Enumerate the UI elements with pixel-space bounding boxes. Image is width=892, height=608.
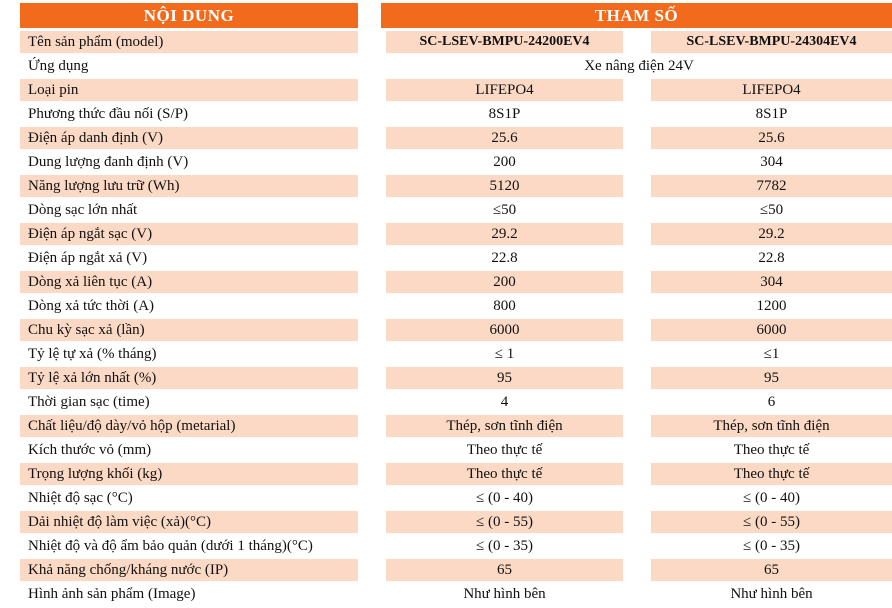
row-value-model-1: 200 (386, 271, 623, 293)
row-label: Trọng lượng khối (kg) (20, 463, 358, 485)
table-row (0, 54, 892, 78)
spec-table (0, 30, 892, 606)
table-row (0, 582, 892, 606)
table-row (0, 318, 892, 342)
row-label: Điện áp ngắt xả (V) (28, 249, 148, 266)
row-value-model-2: Theo thực tế (651, 463, 892, 485)
table-row (0, 102, 892, 126)
row-value-model-2: Như hình bên (730, 585, 813, 602)
row-label: Nhiệt độ sạc (°C) (28, 489, 133, 506)
row-value-model-2: 304 (651, 271, 892, 293)
table-row (0, 558, 892, 582)
table-row (0, 510, 892, 534)
row-value-model-2: 29.2 (651, 223, 892, 245)
row-label: Thời gian sạc (time) (28, 393, 150, 410)
header-content: NỘI DUNG (20, 3, 358, 28)
row-value-model-1: ≤ (0 - 40) (476, 489, 533, 506)
row-label: Dòng xả liên tục (A) (20, 271, 358, 293)
header-parameters: THAM SỐ (381, 3, 892, 28)
row-label: Nhiệt độ và độ ẩm bảo quản (dưới 1 tháng)(°C) (28, 537, 313, 554)
row-value-model-2: LIFEPO4 (651, 79, 892, 101)
row-value-model-2: 65 (651, 559, 892, 581)
row-value-model-2: SC-LSEV-BMPU-24304EV4 (651, 31, 892, 53)
table-row (0, 366, 892, 390)
row-value-model-2: ≤ (0 - 35) (743, 537, 800, 554)
table-row (0, 126, 892, 150)
row-label: Dải nhiệt độ làm việc (xả)(°C) (20, 511, 358, 533)
row-value-model-1: 22.8 (491, 249, 518, 266)
row-value-model-1: ≤ (0 - 55) (386, 511, 623, 533)
table-row (0, 78, 892, 102)
row-value-model-1: ≤50 (492, 201, 517, 218)
row-label: Khả năng chống/kháng nước (IP) (20, 559, 358, 581)
row-label: Điện áp danh định (V) (20, 127, 358, 149)
row-label: Chu kỳ sạc xả (lần) (20, 319, 358, 341)
row-label: Dòng sạc lớn nhất (28, 201, 138, 218)
row-value-model-1: 5120 (386, 175, 623, 197)
row-value-model-1: 8S1P (488, 105, 521, 122)
table-row (0, 414, 892, 438)
row-value-model-1: Như hình bên (463, 585, 546, 602)
row-label: Ứng dụng (28, 57, 89, 74)
table-row (0, 462, 892, 486)
row-label: Phương thức đầu nối (S/P) (28, 105, 189, 122)
row-label: Loại pin (20, 79, 358, 101)
row-label: Dòng xả tức thời (A) (28, 297, 155, 314)
table-row (0, 222, 892, 246)
row-value-model-1: Theo thực tế (386, 463, 623, 485)
table-row (0, 534, 892, 558)
row-value-model-1: ≤ 1 (494, 345, 515, 362)
table-row (0, 150, 892, 174)
table-row (0, 174, 892, 198)
row-value-model-1: 4 (500, 393, 509, 410)
table-row (0, 342, 892, 366)
row-value-model-2: ≤ (0 - 40) (743, 489, 800, 506)
row-label: Hình ảnh sản phẩm (Image) (28, 585, 196, 602)
row-value-model-2: 6 (767, 393, 776, 410)
row-value-model-1: 800 (493, 297, 516, 314)
table-row (0, 294, 892, 318)
row-value-model-2: Theo thực tế (733, 441, 810, 458)
row-value-model-2: ≤1 (763, 345, 780, 362)
row-label: Tỷ lệ xả lớn nhất (%) (20, 367, 358, 389)
row-value-model-2: ≤ (0 - 55) (651, 511, 892, 533)
row-value-model-2: 22.8 (758, 249, 785, 266)
row-value-model-2: 7782 (651, 175, 892, 197)
row-label: Điện áp ngắt sạc (V) (20, 223, 358, 245)
row-label: Tên sản phẩm (model) (20, 31, 358, 53)
row-value-model-1: SC-LSEV-BMPU-24200EV4 (386, 31, 623, 53)
row-value-model-2: ≤50 (759, 201, 784, 218)
row-value-model-1: 65 (386, 559, 623, 581)
row-value-model-1: ≤ (0 - 35) (476, 537, 533, 554)
row-value-model-2: 304 (760, 153, 783, 170)
row-label: Dung lượng đanh định (V) (28, 153, 189, 170)
row-value-model-1: Theo thực tế (466, 441, 543, 458)
row-label: Kích thước vỏ (mm) (28, 441, 152, 458)
row-value-model-2: 6000 (651, 319, 892, 341)
row-value-model-1: 29.2 (386, 223, 623, 245)
row-value-merged: Xe nâng điện 24V (584, 57, 694, 74)
table-row (0, 270, 892, 294)
row-value-model-1: 95 (386, 367, 623, 389)
table-row (0, 438, 892, 462)
row-value-model-2: 95 (651, 367, 892, 389)
row-value-model-1: LIFEPO4 (386, 79, 623, 101)
row-value-model-1: Thép, sơn tĩnh điện (386, 415, 623, 437)
row-value-model-2: Thép, sơn tĩnh điện (651, 415, 892, 437)
row-value-model-1: 6000 (386, 319, 623, 341)
row-value-model-2: 25.6 (651, 127, 892, 149)
row-label: Tỷ lệ tự xả (% tháng) (28, 345, 157, 362)
table-row (0, 246, 892, 270)
row-value-model-2: 1200 (756, 297, 787, 314)
table-row (0, 198, 892, 222)
row-value-model-1: 25.6 (386, 127, 623, 149)
table-row (0, 390, 892, 414)
row-value-model-2: 8S1P (755, 105, 788, 122)
row-value-model-1: 200 (493, 153, 516, 170)
table-row (0, 486, 892, 510)
row-label: Năng lượng lưu trữ (Wh) (20, 175, 358, 197)
table-row (0, 30, 892, 54)
row-label: Chất liệu/độ dày/vỏ hộp (metarial) (20, 415, 358, 437)
